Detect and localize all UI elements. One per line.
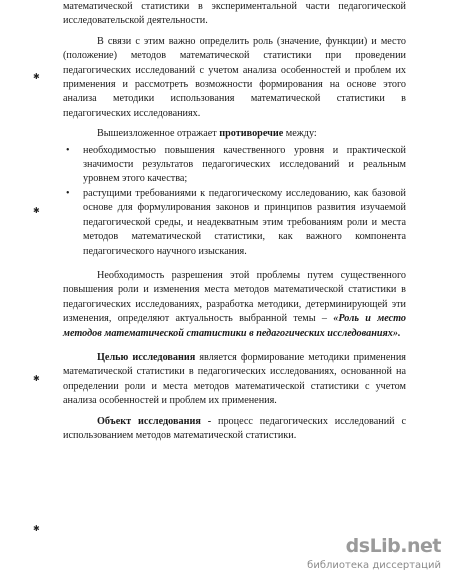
watermark-subtitle: библиотека диссертаций xyxy=(307,560,441,571)
paragraph-1: математической статистики в экспериментальной части педагогической исследовательской деятельности. xyxy=(63,1,406,27)
paragraph-5-text: является формирование методики применения математической статистики в педагогических исследованиях, основанной на определении роли и места методов математической статистики с учетом анализа особенностей и проблем их применения. xyxy=(63,351,406,407)
research-goal-term: Целью исследования xyxy=(97,351,196,363)
research-object-term: Объект исследования - xyxy=(97,415,212,427)
list-item xyxy=(63,187,406,259)
document-body xyxy=(63,0,406,443)
margin-mark: ✱ xyxy=(33,374,40,383)
paragraph-2: В связи с этим важно определить роль (значение, функции) и место (положение) методов математической статистики при проведении педагогических исследований с учетом анализа особенностей и проблем их применения и рассмотреть возможности формирования на основе этого анализа методики использования математической статистики в педагогических исследованиях. xyxy=(63,35,406,119)
research-topic: «Роль и место методов математической статистики в педагогических исследованиях». xyxy=(63,313,407,339)
paragraph-3-tail: между: xyxy=(285,128,317,140)
paragraph-4-text: Необходимость разрешения этой проблемы путем существенного повышения роли и изменения места методов математической статистики в педагогических исследованиях, разработка методики, детерминирующей эти изменения, определяют актуальность выбранной темы – xyxy=(63,269,406,325)
paragraph-6-text: процесс педагогических исследований с использованием методов математической статистики. xyxy=(63,415,407,441)
margin-mark: ✱ xyxy=(33,524,40,533)
watermark-logo: dsLib.net xyxy=(345,535,441,557)
watermark xyxy=(307,535,445,577)
bullet-list xyxy=(63,144,406,259)
margin-mark: ✱ xyxy=(33,72,40,81)
paragraph-5 xyxy=(63,351,406,409)
list-item-text: растущими требованиями к педагогическому исследованию, как базовой основе для формулирования законов и принципов развития изучаемой педагогической среды, и неадекватным этим требованиям роли и места методов математической статистики, как важного компонента педагогического научного изыскания. xyxy=(83,187,406,257)
paragraph-6 xyxy=(63,415,406,444)
paragraph-3-text: Вышеизложенное отражает xyxy=(97,128,217,140)
paragraph-3 xyxy=(63,127,406,141)
bullet-icon: • xyxy=(66,187,70,199)
paragraph-4 xyxy=(63,269,406,341)
list-item-text: необходимостью повышения качественного уровня и практической значимости результатов педагогических исследований и реальным уровнем этого качества; xyxy=(83,144,406,185)
list-item xyxy=(63,144,406,187)
contradiction-term: противоречие xyxy=(219,128,284,140)
bullet-icon: • xyxy=(66,144,70,156)
margin-mark: ✱ xyxy=(33,206,40,215)
